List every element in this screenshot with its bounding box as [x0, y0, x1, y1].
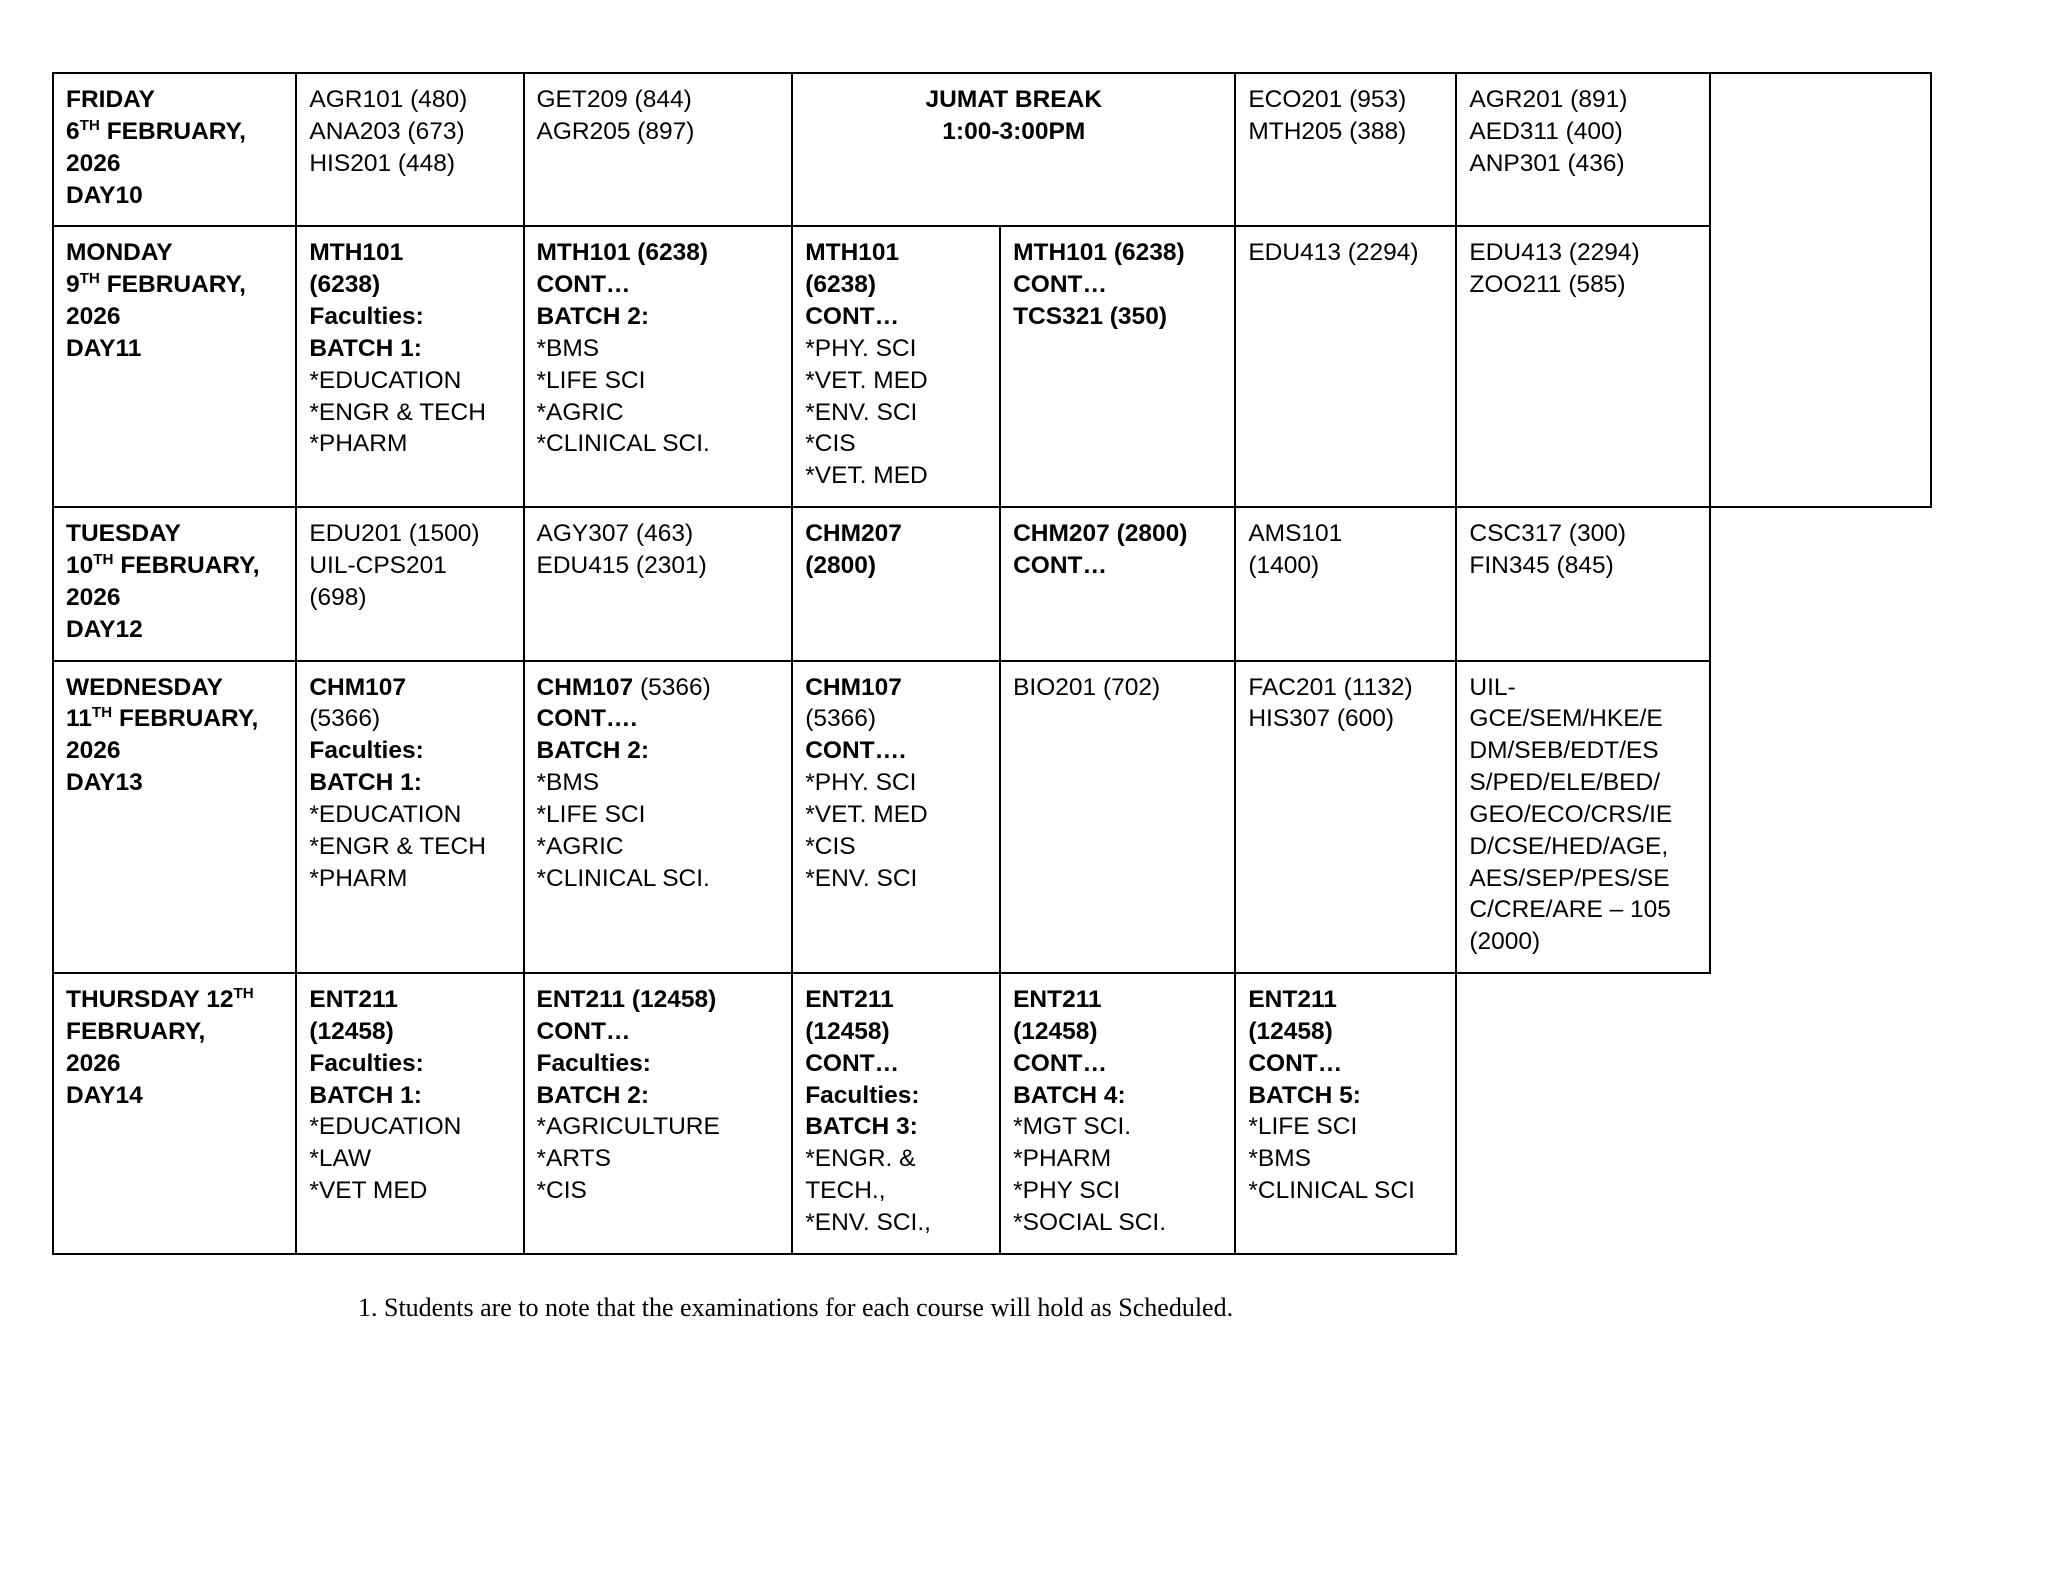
faculty-item: *ENGR. &	[805, 1145, 916, 1173]
faculty-item: *CLINICAL SCI.	[536, 430, 710, 458]
course-code: ENT211	[805, 986, 894, 1014]
footnote: 1. Students are to note that the examinations for each course will hold as Scheduled.	[358, 1292, 1234, 1322]
faculty-item: *VET. MED	[805, 800, 928, 828]
course-code: ENT211 (12458)	[536, 986, 717, 1014]
faculty-item: *EDUCATION	[309, 800, 462, 828]
course-code: GCE/SEM/HKE/E	[1469, 705, 1663, 733]
continuation-label: CONT…	[536, 1017, 631, 1045]
continuation-label: CONT…	[805, 1049, 900, 1077]
exam-cell	[296, 226, 523, 507]
course-code: ENT211	[1248, 986, 1337, 1014]
day-year: 2026	[66, 303, 121, 331]
course-code: D/CSE/HED/AGE,	[1469, 832, 1669, 860]
faculty-item: *ENGR & TECH	[309, 398, 486, 426]
course-code: MTH101	[309, 239, 404, 267]
course-code: MTH101	[805, 239, 900, 267]
faculty-item: *EDUCATION	[309, 1113, 462, 1141]
day-number: DAY10	[66, 181, 143, 209]
course-enrolment: (698)	[309, 583, 367, 611]
day-month: FEBRUARY,	[66, 1017, 206, 1045]
faculty-item: *AGRIC	[536, 832, 624, 860]
faculty-item: *BMS	[536, 334, 600, 362]
faculty-item: *VET MED	[309, 1177, 428, 1205]
exam-cell	[524, 973, 793, 1254]
batch-label: BATCH 2:	[536, 1081, 650, 1109]
continuation-label: CONT…	[1013, 271, 1108, 299]
batch-label: BATCH 1:	[309, 1081, 422, 1109]
day-year: 2026	[66, 737, 121, 765]
faculty-item: *ENV. SCI.,	[805, 1209, 931, 1236]
course-code: AGY307 (463)	[536, 520, 694, 548]
course-code: FAC201 (1132)	[1248, 673, 1413, 701]
faculty-item: *AGRICULTURE	[536, 1113, 720, 1141]
batch-label: BATCH 4:	[1013, 1081, 1126, 1109]
faculty-item: *AGRIC	[536, 398, 624, 426]
faculty-item: *EDUCATION	[309, 366, 462, 394]
faculties-label: Faculties:	[309, 737, 424, 765]
continuation-label: CONT….	[536, 705, 638, 733]
course-enrolment: (12458)	[805, 1017, 890, 1045]
day-date: 11TH FEBRUARY,	[66, 704, 259, 733]
course-enrolment: (2800)	[805, 551, 877, 579]
day-number: DAY14	[66, 1081, 143, 1109]
day-year: 2026	[66, 149, 121, 177]
course-enrolment: (6238)	[309, 271, 381, 299]
course-code: CHM107	[309, 673, 407, 701]
exam-cell	[1000, 973, 1235, 1254]
continuation-label: CONT…	[1013, 1049, 1108, 1077]
exam-cell	[1456, 226, 1710, 507]
batch-label: BATCH 2:	[536, 737, 650, 765]
table-row	[53, 973, 1931, 1254]
empty-cell	[1710, 73, 1931, 507]
exam-cell	[1000, 661, 1235, 974]
day-cell-friday	[53, 73, 296, 226]
course-enrolment: (12458)	[1013, 1017, 1098, 1045]
course-code: BIO201 (702)	[1013, 673, 1161, 701]
exam-cell	[1235, 973, 1456, 1254]
course-code: MTH101 (6238)	[1013, 239, 1185, 267]
course-code: ENT211	[1013, 986, 1102, 1014]
course-code: FIN345 (845)	[1469, 551, 1614, 579]
exam-cell	[1235, 661, 1456, 974]
faculty-item: *VET. MED	[805, 366, 928, 394]
empty-cell	[1710, 507, 1931, 660]
day-name: TUESDAY	[66, 520, 181, 548]
day-cell-wednesday	[53, 661, 296, 974]
course-code: MTH101 (6238)	[536, 239, 709, 267]
day-name: MONDAY	[66, 239, 173, 267]
day-year: 2026	[66, 583, 121, 611]
course-code: AES/SEP/PES/SE	[1469, 864, 1670, 892]
course-enrolment: (5366)	[309, 705, 381, 733]
course-code: C/CRE/ARE – 105	[1469, 896, 1671, 924]
exam-cell	[296, 73, 523, 226]
exam-cell	[1456, 661, 1710, 974]
batch-label: BATCH 1:	[309, 334, 422, 362]
course-code: GET209 (844)	[536, 86, 692, 113]
exam-cell	[792, 507, 1000, 660]
faculty-item: *CIS	[536, 1177, 587, 1205]
break-label: JUMAT BREAK	[925, 86, 1103, 113]
day-year: 2026	[66, 1049, 121, 1077]
faculty-item: *PHARM	[309, 864, 408, 892]
faculty-item: *ENGR & TECH	[309, 832, 486, 860]
course-code: UIL-	[1469, 673, 1516, 701]
course-code: CSC317 (300)	[1469, 520, 1626, 548]
exam-cell	[296, 661, 523, 974]
course-code: GEO/ECO/CRS/IE	[1469, 800, 1673, 828]
faculty-item: *CIS	[805, 430, 856, 458]
faculty-item: *LIFE SCI	[536, 366, 646, 394]
faculty-item: *CLINICAL SCI.	[536, 864, 710, 892]
jumat-break-cell	[792, 73, 1235, 226]
batch-label: BATCH 5:	[1248, 1081, 1361, 1109]
course-code: EDU415 (2301)	[536, 551, 707, 579]
faculties-label: Faculties:	[309, 303, 424, 331]
faculty-item: *PHY SCI	[1013, 1177, 1121, 1205]
exam-cell	[1235, 73, 1456, 226]
batch-label: BATCH 2:	[536, 303, 650, 331]
course-code: AGR101 (480)	[309, 86, 468, 113]
faculty-item: *BMS	[536, 769, 600, 797]
faculty-item: *PHY. SCI	[805, 769, 917, 797]
course-code: UIL-CPS201	[309, 551, 447, 579]
course-enrolment: (2000)	[1469, 928, 1541, 956]
day-cell-monday	[53, 226, 296, 507]
faculty-item: *LAW	[309, 1145, 372, 1173]
exam-cell	[1235, 507, 1456, 660]
continuation-label: CONT….	[805, 737, 906, 765]
course-code: EDU413 (2294)	[1248, 239, 1419, 267]
table-row	[53, 226, 1931, 507]
course-enrolment: (12458)	[1248, 1017, 1333, 1045]
faculty-item: *ARTS	[536, 1145, 611, 1173]
day-name: FRIDAY	[66, 86, 155, 113]
course-code: AED311 (400)	[1469, 117, 1623, 145]
faculty-item: *MGT SCI.	[1013, 1113, 1132, 1141]
exam-cell	[296, 973, 523, 1254]
course-code: ECO201 (953)	[1248, 86, 1407, 113]
empty-cell	[1456, 973, 1710, 1254]
day-cell-tuesday	[53, 507, 296, 660]
course-code: ANA203 (673)	[309, 117, 465, 145]
faculty-item: *LIFE SCI	[1248, 1113, 1358, 1141]
course-code: DM/SEB/EDT/ES	[1469, 737, 1659, 765]
continuation-label: CONT…	[1248, 1049, 1343, 1077]
faculty-item: *VET. MED	[805, 462, 928, 490]
empty-cell	[1710, 661, 1931, 974]
exam-cell	[524, 73, 793, 226]
day-name: THURSDAY 12TH	[66, 984, 254, 1014]
course-code: CHM207 (2800)	[1013, 520, 1188, 548]
exam-cell	[296, 507, 523, 660]
exam-cell	[1000, 507, 1235, 660]
faculty-item: *ENV. SCI	[805, 864, 918, 892]
exam-cell	[524, 226, 793, 507]
course-code: ZOO211 (585)	[1469, 271, 1626, 299]
course-code: S/PED/ELE/BED/	[1469, 769, 1661, 797]
day-number: DAY12	[66, 615, 143, 643]
course-code: EDU201 (1500)	[309, 520, 480, 548]
course-code: CHM107 (5366)	[536, 673, 711, 701]
continuation-label: CONT…	[536, 271, 631, 299]
faculty-item: *CIS	[805, 832, 856, 860]
course-code: AGR205 (897)	[536, 117, 695, 145]
batch-label: BATCH 1:	[309, 769, 422, 797]
course-code: CHM107	[805, 673, 902, 701]
course-enrolment: (12458)	[309, 1017, 394, 1045]
course-code: ANP301 (436)	[1469, 149, 1625, 177]
day-date: 9TH FEBRUARY,	[66, 270, 246, 299]
continuation-label: CONT…	[805, 303, 900, 331]
batch-label: BATCH 3:	[805, 1113, 918, 1141]
course-enrolment: (5366)	[805, 705, 877, 733]
course-code: EDU413 (2294)	[1469, 239, 1640, 267]
course-code: AGR201 (891)	[1469, 86, 1628, 113]
exam-cell	[1456, 507, 1710, 660]
course-code: AMS101	[1248, 520, 1343, 548]
course-code: ENT211	[309, 986, 398, 1014]
table-row	[53, 507, 1931, 660]
faculties-label: Faculties:	[536, 1049, 651, 1077]
day-number: DAY13	[66, 769, 143, 797]
faculties-label: Faculties:	[309, 1049, 424, 1077]
exam-cell	[792, 661, 1000, 974]
exam-timetable	[52, 72, 1932, 1255]
faculty-item: *SOCIAL SCI.	[1013, 1209, 1167, 1236]
exam-cell	[1000, 226, 1235, 507]
exam-cell	[792, 226, 1000, 507]
day-cell-thursday	[53, 973, 296, 1254]
course-code: MTH205 (388)	[1248, 117, 1407, 145]
course-enrolment: (1400)	[1248, 551, 1320, 579]
course-code: TCS321 (350)	[1013, 303, 1167, 331]
faculty-item: *PHY. SCI	[805, 334, 917, 362]
break-time: 1:00-3:00PM	[942, 117, 1086, 145]
exam-cell	[524, 661, 793, 974]
day-number: DAY11	[66, 334, 142, 362]
faculty-item: *CLINICAL SCI	[1248, 1177, 1415, 1205]
table-row	[53, 73, 1931, 226]
faculty-item: *ENV. SCI	[805, 398, 918, 426]
faculty-item: *BMS	[1248, 1145, 1311, 1173]
continuation-label: CONT…	[1013, 551, 1108, 579]
day-date: 10TH FEBRUARY,	[66, 550, 260, 579]
faculty-item: TECH.,	[805, 1177, 886, 1205]
exam-cell	[1456, 73, 1710, 226]
table-row	[53, 661, 1931, 974]
course-code: HIS307 (600)	[1248, 705, 1395, 733]
day-date: 6TH FEBRUARY,	[66, 116, 246, 145]
day-name: WEDNESDAY	[66, 673, 224, 701]
course-enrolment: (6238)	[805, 271, 877, 299]
exam-cell	[792, 973, 1000, 1254]
faculty-item: *LIFE SCI	[536, 800, 646, 828]
faculties-label: Faculties:	[805, 1081, 920, 1109]
faculty-item: *PHARM	[309, 430, 408, 458]
exam-cell	[1235, 226, 1456, 507]
exam-cell	[524, 507, 793, 660]
course-code: HIS201 (448)	[309, 149, 456, 177]
faculty-item: *PHARM	[1013, 1145, 1112, 1173]
course-code: CHM207	[805, 520, 902, 548]
